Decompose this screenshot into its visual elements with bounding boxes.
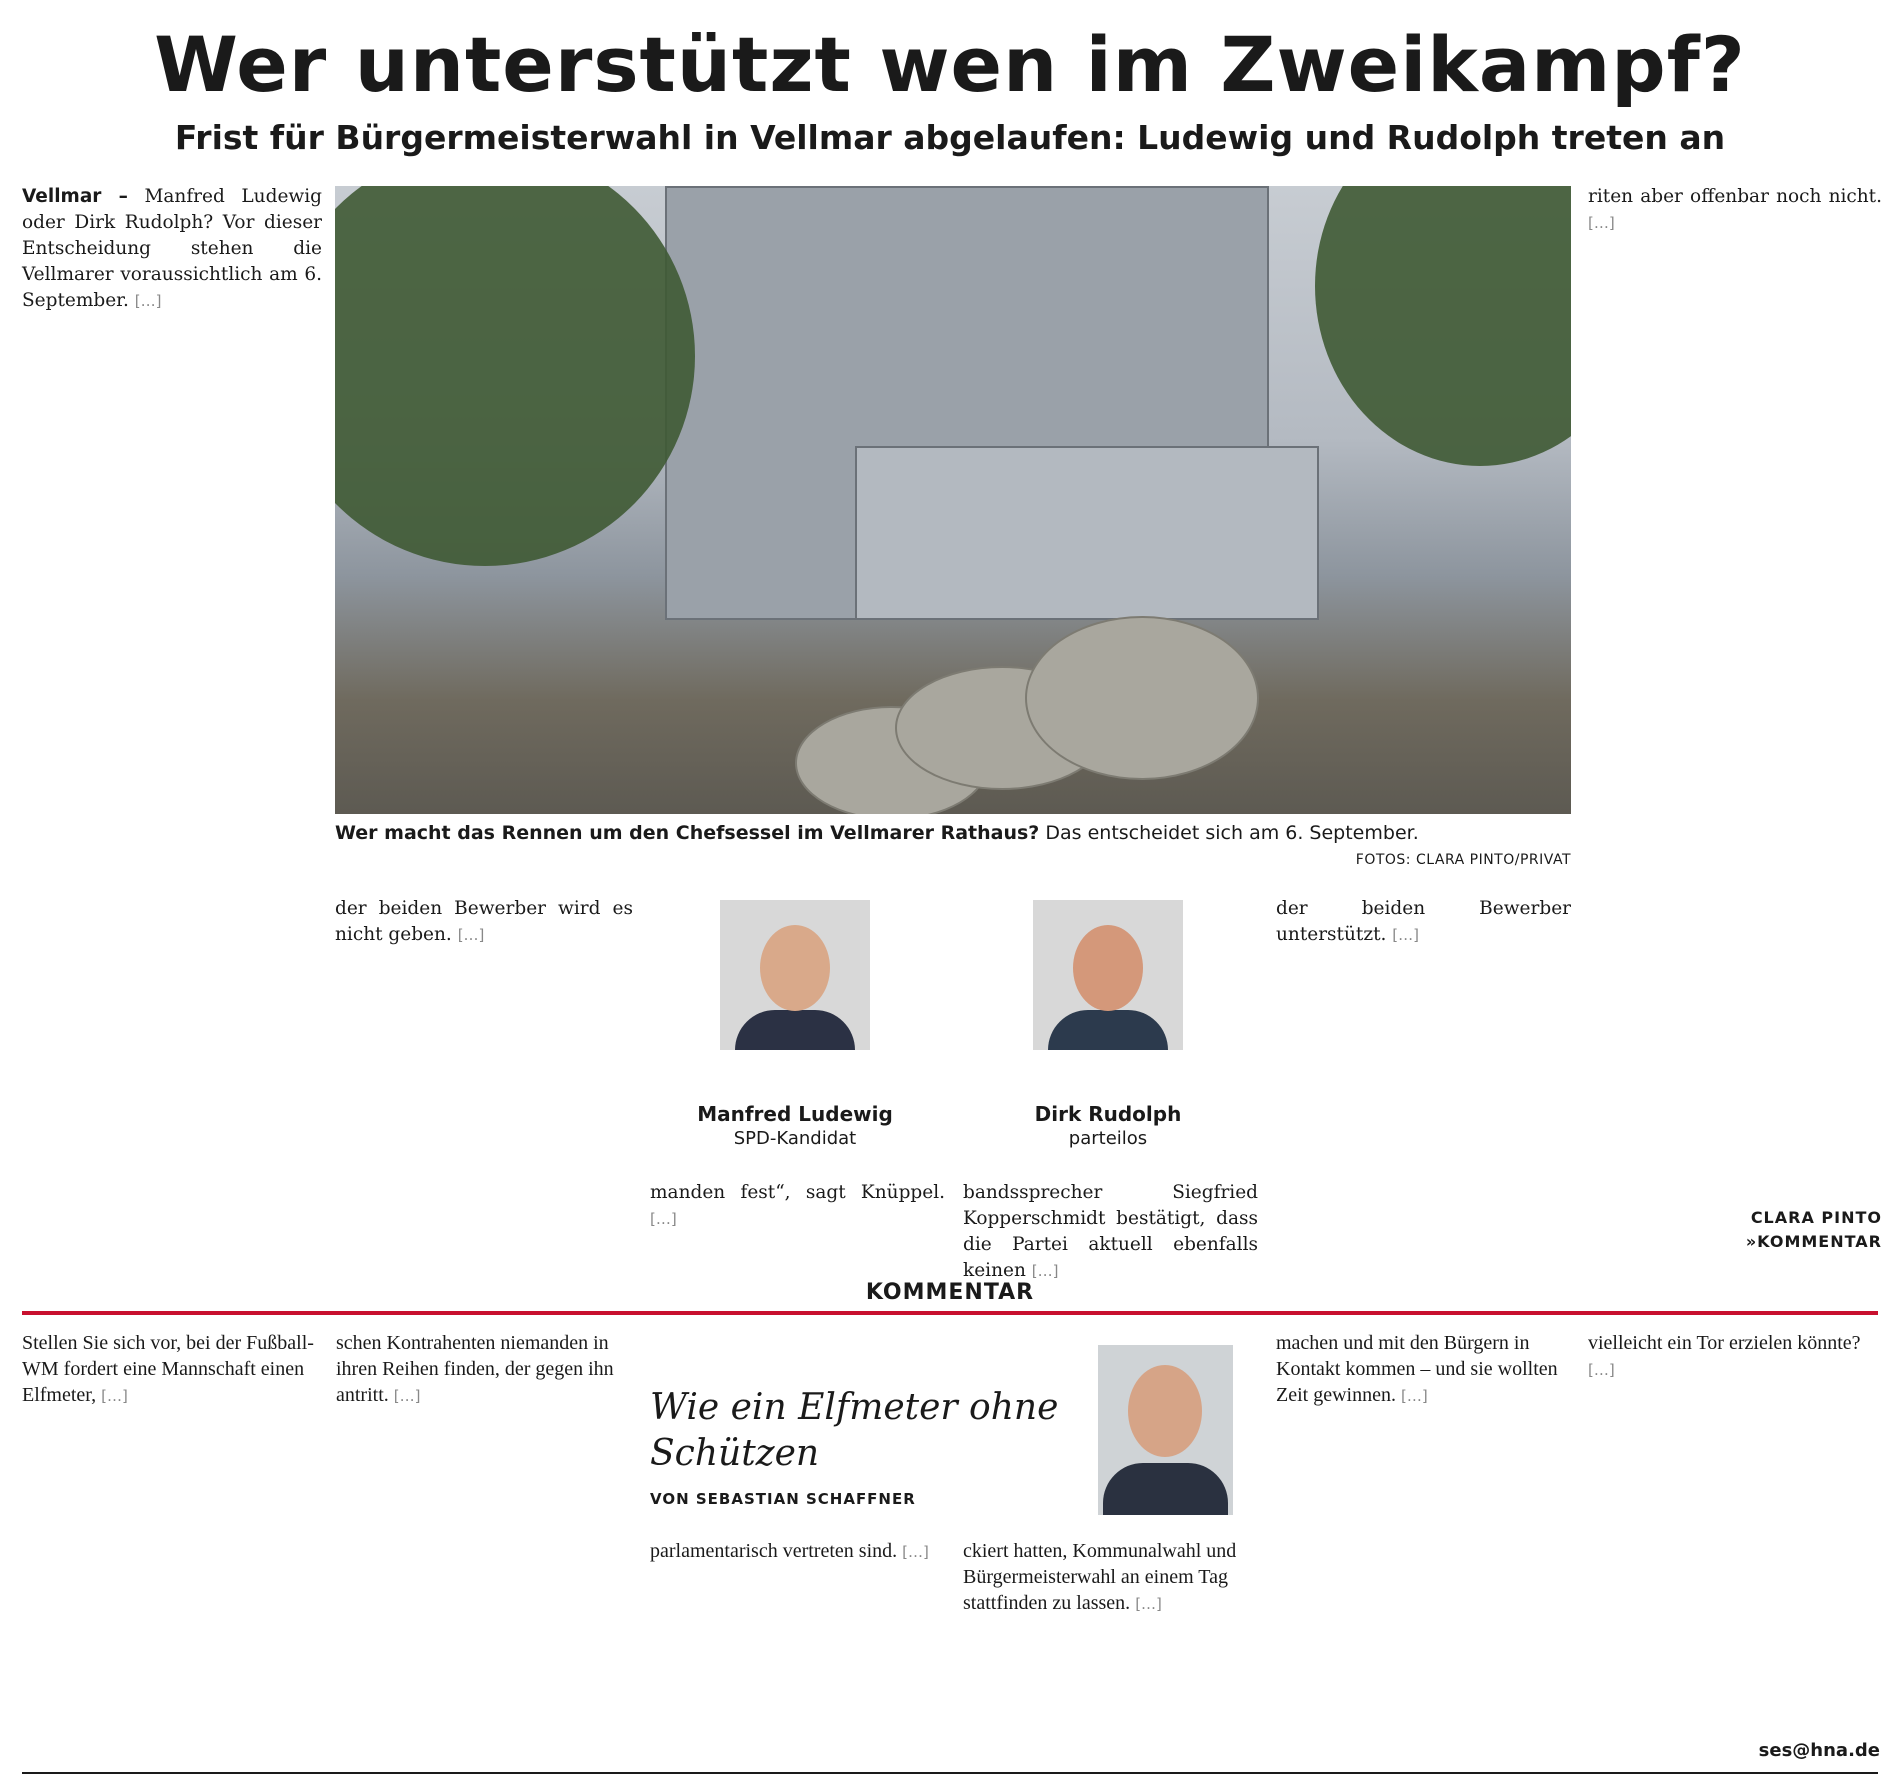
article-column-2 — [335, 896, 633, 954]
column-text: bandssprecher Siegfried Kopperschmidt bestätigt, dass die Partei aktuell ebenfalls keinen — [963, 1182, 1258, 1281]
column-text: vielleicht ein Tor erzielen könnte? — [1588, 1332, 1861, 1354]
candidate-role: parteilos — [1068, 1128, 1148, 1149]
column-text: riten aber offenbar noch nicht. — [1588, 186, 1882, 207]
comment-author: VON SEBASTIAN SCHAFFNER — [650, 1490, 916, 1508]
article-column-6 — [1588, 184, 1882, 242]
truncation-marker: […] — [650, 1210, 677, 1228]
dateline: Vellmar – — [22, 186, 128, 207]
truncation-marker: […] — [393, 1387, 421, 1405]
truncation-marker: […] — [101, 1387, 128, 1405]
author-email[interactable]: ses@hna.de — [1758, 1740, 1880, 1761]
truncation-marker: […] — [1392, 926, 1420, 944]
truncation-marker: […] — [134, 292, 162, 310]
section-divider — [22, 1311, 1878, 1315]
truncation-marker: […] — [902, 1543, 929, 1561]
candidate-name: Manfred Ludewig — [697, 1102, 893, 1126]
portrait-rudolph — [1033, 900, 1183, 1050]
article-column-5 — [1276, 896, 1571, 954]
article-column-4 — [963, 1180, 1258, 1290]
subline: Frist für Bürgermeisterwahl in Vellmar abgelaufen: Ludewig und Rudolph treten an — [174, 118, 1726, 157]
truncation-marker: […] — [1588, 214, 1615, 232]
article-author: CLARA PINTO — [1750, 1208, 1882, 1227]
comment-section-title: KOMMENTAR — [865, 1280, 1035, 1305]
comment-column-1 — [22, 1330, 318, 1413]
comment-link[interactable]: »KOMMENTAR — [1745, 1232, 1882, 1251]
column-text: Stellen Sie sich vor, bei der Fußball-WM fordert eine Mannschaft einen Elfmeter, — [22, 1332, 314, 1406]
article-column-3 — [650, 1180, 945, 1238]
photo-caption-text: Das entscheidet sich am 6. September. — [1045, 822, 1419, 844]
photo-caption — [335, 822, 1571, 844]
headline: Wer unterstützt wen im Zweikampf? — [154, 20, 1746, 109]
column-text: manden fest“, sagt Knüppel. — [650, 1182, 945, 1203]
column-text: ckiert hatten, Kommunalwahl und Bürgermeisterwahl an einem Tag stattfinden zu lassen. — [963, 1540, 1237, 1614]
portrait-ludewig — [720, 900, 870, 1050]
truncation-marker: […] — [1031, 1262, 1059, 1280]
article-column-1 — [22, 184, 322, 320]
candidate-name: Dirk Rudolph — [1034, 1102, 1182, 1126]
truncation-marker: […] — [1588, 1361, 1615, 1379]
comment-column-6 — [1588, 1330, 1882, 1387]
comment-column-5 — [1276, 1330, 1572, 1413]
comment-column-4 — [963, 1538, 1259, 1621]
truncation-marker: […] — [1135, 1595, 1162, 1613]
truncation-marker: […] — [1400, 1387, 1428, 1405]
comment-title: Wie ein Elfmeter ohne Schützen — [650, 1387, 1059, 1474]
column-text: parlamentarisch vertreten sind. — [650, 1540, 898, 1562]
column-text: der beiden Bewerber unterstützt. — [1276, 898, 1571, 945]
candidate-role: SPD-Kandidat — [733, 1128, 857, 1149]
comment-column-2 — [336, 1330, 632, 1413]
comment-column-3 — [650, 1538, 946, 1569]
author-portrait — [1098, 1345, 1233, 1515]
bottom-divider — [22, 1772, 1878, 1774]
column-text: schen Kontrahenten niemanden in ihren Reihen finden, der gegen ihn antritt. — [336, 1332, 614, 1406]
column-text: machen und mit den Bürgern in Kontakt kommen – und sie wollten Zeit gewinnen. — [1276, 1332, 1558, 1406]
truncation-marker: […] — [457, 926, 485, 944]
photo-caption-bold: Wer macht das Rennen um den Chefsessel im Vellmarer Rathaus? — [335, 822, 1040, 844]
column-text: der beiden Bewerber wird es nicht geben. — [335, 898, 633, 945]
town-hall-photo — [335, 186, 1571, 814]
column-text: Manfred Ludewig oder Dirk Rudolph? Vor dieser Entscheidung stehen die Vellmarer voraussichtlich am 6. September. — [22, 186, 322, 311]
photo-credit: FOTOS: CLARA PINTO/PRIVAT — [1355, 852, 1571, 868]
